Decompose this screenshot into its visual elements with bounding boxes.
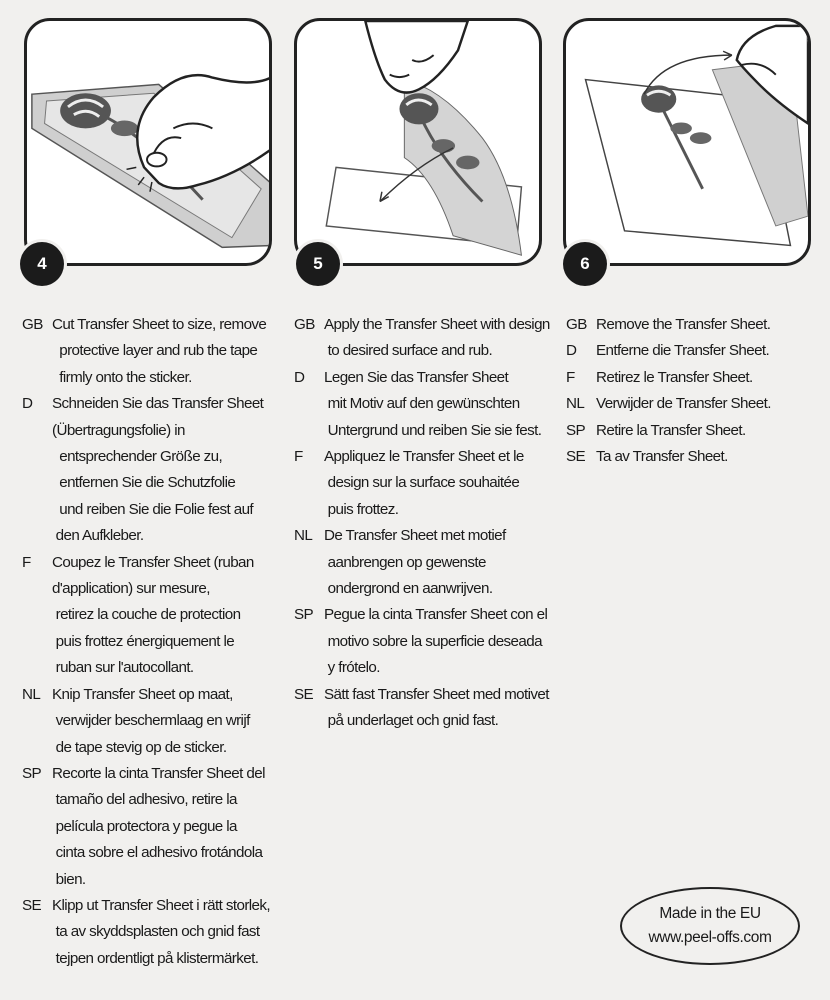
instruction-entry (22, 682, 294, 761)
step-number-badge: 5 (296, 242, 340, 286)
instruction-entry (22, 550, 294, 682)
language-code: F (566, 368, 575, 386)
step-number-badge: 4 (20, 242, 64, 286)
instruction-text: Appliquez le Transfer Sheet et le design sur la surface souhaitée puis frottez. (324, 448, 524, 518)
illustration-step-5 (294, 18, 542, 266)
language-code: NL (294, 527, 313, 545)
footer-badge (620, 887, 800, 965)
instruction-entry (566, 312, 828, 338)
instruction-entry (294, 523, 566, 602)
instruction-text: Schneiden Sie das Transfer Sheet (Übertragungsfolie) in entsprechender Größe zu, entfernen Sie die Schutzfolie und reiben Sie die Folie fest auf den Aufkleber. (52, 395, 264, 545)
step-number-badge: 6 (563, 242, 607, 286)
instruction-text: Klipp ut Transfer Sheet i rätt storlek, ta av skyddsplasten och gnid fast tejpen ordentligt på klistermärket. (52, 896, 271, 967)
website-link[interactable]: www.peel-offs.com (648, 929, 772, 946)
instruction-text: Recorte la cinta Transfer Sheet del tamaño del adhesivo, retire la película protectora y pegue la cinta sobre el adhesivo frotándola bien. (52, 764, 265, 888)
instruction-text: Knip Transfer Sheet op maat, verwijder beschermlaag en wrijf de tape stevig op de sticker. (52, 685, 250, 756)
instruction-text: Ta av Transfer Sheet. (596, 448, 728, 466)
instruction-text: Cut Transfer Sheet to size, remove protective layer and rub the tape firmly onto the sticker. (52, 316, 267, 386)
language-code: F (294, 448, 303, 466)
language-code: D (22, 395, 33, 413)
instruction-entry (566, 338, 828, 364)
instruction-text: Sätt fast Transfer Sheet med motivet på underlaget och gnid fast. (324, 685, 549, 730)
instruction-entry (566, 444, 828, 470)
instruction-text: Retire la Transfer Sheet. (596, 421, 746, 439)
instruction-entry (22, 761, 294, 893)
instruction-text: Verwijder de Transfer Sheet. (596, 395, 771, 413)
instructions-step-4 (22, 312, 294, 972)
instruction-entry (22, 893, 294, 972)
instructions-step-5 (294, 312, 566, 735)
language-code: GB (566, 316, 587, 333)
instruction-entry (294, 444, 566, 523)
language-code: D (294, 368, 305, 386)
instruction-text: Coupez le Transfer Sheet (ruban d'application) sur mesure, retirez la couche de protection puis frottez énergiquement le ruban sur l'autocollant. (52, 553, 254, 677)
instruction-entry (566, 418, 828, 444)
language-code: SE (294, 685, 314, 703)
instruction-entry (294, 682, 566, 735)
instruction-entry (566, 391, 828, 417)
language-code: SP (22, 764, 42, 782)
instruction-entry (566, 365, 828, 391)
instructions-step-6 (566, 312, 828, 470)
language-code: SP (566, 421, 586, 439)
language-code: F (22, 553, 31, 571)
language-code: SE (566, 448, 586, 466)
illustration-step-6 (563, 18, 811, 266)
instruction-text: Retirez le Transfer Sheet. (596, 368, 753, 386)
illustration-step-4 (24, 18, 272, 266)
language-code: GB (22, 316, 43, 333)
language-code: NL (566, 395, 585, 413)
instruction-entry (294, 365, 566, 444)
made-in-label: Made in the EU (659, 905, 761, 922)
instruction-text: Entferne die Transfer Sheet. (596, 342, 770, 360)
language-code: D (566, 342, 577, 360)
instruction-entry (22, 312, 294, 391)
instruction-entry (294, 312, 566, 365)
language-code: NL (22, 685, 41, 703)
instruction-text: De Transfer Sheet met motief aanbrengen op gewenste ondergrond en aanwrijven. (324, 527, 506, 598)
language-code: SE (22, 896, 42, 914)
language-code: GB (294, 316, 315, 333)
instruction-entry (22, 391, 294, 549)
instruction-text: Pegue la cinta Transfer Sheet con el motivo sobre la superficie deseada y frótelo. (324, 606, 548, 677)
instruction-entry (294, 602, 566, 681)
instruction-text: Apply the Transfer Sheet with design to desired surface and rub. (324, 316, 550, 360)
language-code: SP (294, 606, 314, 624)
instruction-text: Remove the Transfer Sheet. (596, 316, 771, 333)
hand-icon (365, 21, 467, 93)
instruction-text: Legen Sie das Transfer Sheet mit Motiv auf den gewünschten Untergrund und reiben Sie sie fest. (324, 368, 542, 439)
